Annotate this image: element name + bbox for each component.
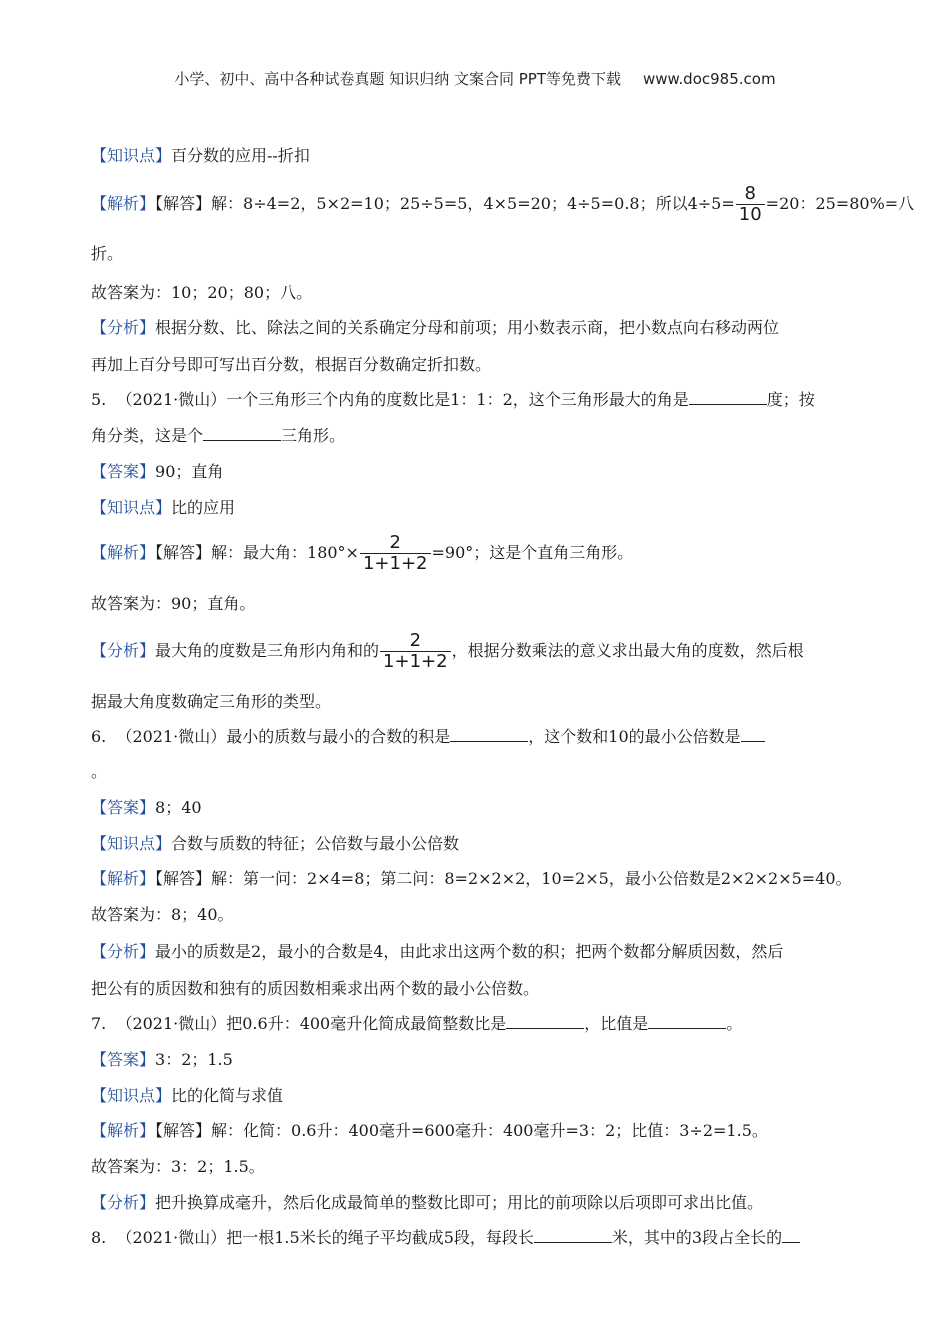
tag-reasoning: 【分析】 (91, 641, 156, 660)
analysis-text: 【解答】解：第一问：2×4=8；第二问：8=2×2×2，10=2×5，最小公倍数是2×2×2×5=40。 (155, 869, 852, 888)
q4-analysis (91, 182, 914, 226)
fraction-2-over-sum (380, 631, 451, 672)
tag-reasoning: 【分析】 (91, 1193, 156, 1212)
reasoning-text-cont: ，根据分数乘法的意义求出最大角的度数，然后根 (451, 641, 804, 660)
q4-reasoning (91, 318, 779, 338)
knowledge-text: 合数与质数的特征；公倍数与最小公倍数 (171, 834, 460, 853)
header-url[interactable]: www.doc985.com (642, 70, 776, 88)
answer-blank[interactable] (689, 390, 767, 405)
q5-reasoning (91, 629, 804, 673)
tag-analysis: 【解析】 (91, 543, 156, 562)
q5-answer (91, 462, 223, 482)
question-text-cont: 米，其中的3段占全长的 (611, 1228, 783, 1247)
analysis-text: 【解答】解：化简：0.6升：400毫升=600毫升：400毫升=3：2；比值：3÷2=1.5。 (155, 1121, 768, 1140)
q8-stem (91, 1228, 800, 1248)
question-number: 7. (91, 1014, 107, 1033)
question-source: （2021·微山） (116, 1014, 227, 1033)
tag-answer: 【答案】 (91, 462, 156, 481)
tag-reasoning: 【分析】 (91, 942, 156, 961)
fraction-numerator: 2 (389, 532, 401, 553)
fraction-denominator: 1+1+2 (360, 553, 431, 574)
fraction-numerator: 8 (744, 183, 756, 204)
question-number: 5. (91, 390, 107, 409)
tag-analysis: 【解析】 (91, 194, 156, 213)
q4-final-answer: 故答案为：10；20；80；八。 (91, 283, 313, 302)
fraction-denominator: 10 (736, 204, 765, 225)
tag-answer: 【答案】 (91, 798, 156, 817)
q6-stem (91, 727, 765, 747)
question-text-cont: 三角形。 (281, 426, 346, 445)
tag-reasoning: 【分析】 (91, 318, 156, 337)
tag-analysis: 【解析】 (91, 1121, 156, 1140)
q7-stem (91, 1014, 742, 1034)
question-text: 角分类，这是个 (91, 426, 204, 445)
tag-answer: 【答案】 (91, 1050, 156, 1069)
answer-blank[interactable] (782, 1228, 800, 1243)
tag-knowledge: 【知识点】 (91, 146, 172, 165)
fraction-numerator: 2 (409, 630, 422, 651)
analysis-text-cont: =20：25=80%=八 (765, 194, 915, 213)
q7-final-answer: 故答案为：3：2；1.5。 (91, 1157, 265, 1176)
answer-text: 3：2；1.5 (155, 1050, 233, 1069)
answer-blank[interactable] (534, 1228, 612, 1243)
q5-stem (91, 390, 815, 410)
question-text: 把一根1.5米长的绳子平均截成5段，每段长 (226, 1228, 534, 1247)
q7-analysis (91, 1121, 768, 1141)
answer-blank[interactable] (648, 1014, 726, 1029)
fraction-8-10 (736, 184, 765, 225)
q5-final-answer: 故答案为：90；直角。 (91, 594, 256, 613)
reasoning-text: 根据分数、比、除法之间的关系确定分母和前项；用小数表示商，把小数点向右移动两位 (155, 318, 780, 337)
question-text: 把0.6升：400毫升化简成最简整数比是 (226, 1014, 507, 1033)
q5-stem-line2 (91, 426, 345, 446)
answer-text: 8；40 (155, 798, 202, 817)
q6-answer (91, 798, 202, 818)
page-header (0, 68, 950, 89)
analysis-text: 【解答】解：最大角：180°× (155, 543, 359, 562)
question-text-cont: ，比值是 (584, 1014, 649, 1033)
q7-reasoning (91, 1193, 763, 1213)
q5-knowledge-point (91, 498, 235, 518)
q6-reasoning (91, 942, 783, 962)
reasoning-text: 把升换算成毫升，然后化成最简单的整数比即可；用比的前项除以后项即可求出比值。 (155, 1193, 764, 1212)
reasoning-text: 最大角的度数是三角形内角和的 (155, 641, 380, 660)
fraction-denominator: 1+1+2 (380, 651, 451, 672)
header-text: 小学、初中、高中各种试卷真题 知识归纳 文案合同 PPT等免费下载 (174, 70, 621, 88)
analysis-text-cont: =90°；这是个直角三角形。 (431, 543, 634, 562)
q4-analysis-line2: 折。 (91, 244, 124, 263)
q7-answer (91, 1050, 233, 1070)
question-source: （2021·微山） (116, 390, 227, 409)
question-source: （2021·微山） (116, 1228, 227, 1247)
reasoning-text: 最小的质数是2，最小的合数是4，由此求出这两个数的积；把两个数都分解质因数，然后 (155, 942, 784, 961)
question-text: 最小的质数与最小的合数的积是 (226, 727, 451, 746)
q6-reasoning-line2: 把公有的质因数和独有的质因数相乘求出两个数的最小公倍数。 (91, 979, 540, 998)
question-text-cont: ，这个数和10的最小公倍数是 (528, 727, 741, 746)
answer-blank[interactable] (741, 727, 765, 742)
q5-reasoning-line2: 据最大角度数确定三角形的类型。 (91, 692, 332, 711)
q6-knowledge-point (91, 834, 459, 854)
q5-analysis (91, 531, 633, 575)
knowledge-text: 比的应用 (171, 498, 236, 517)
question-text: 一个三角形三个内角的度数比是1：1：2，这个三角形最大的角是 (226, 390, 689, 409)
tag-analysis: 【解析】 (91, 869, 156, 888)
answer-blank[interactable] (450, 727, 528, 742)
answer-blank[interactable] (203, 426, 281, 441)
question-number: 6. (91, 727, 107, 746)
q7-knowledge-point (91, 1086, 283, 1106)
tag-knowledge: 【知识点】 (91, 834, 172, 853)
answer-text: 90；直角 (155, 462, 224, 481)
knowledge-text: 比的化简与求值 (171, 1086, 284, 1105)
question-text-end: 。 (726, 1014, 743, 1033)
analysis-text: 【解答】解：8÷4=2，5×2=10；25÷5=5，4×5=20；4÷5=0.8；所以4÷5= (155, 194, 735, 213)
tag-knowledge: 【知识点】 (91, 1086, 172, 1105)
question-number: 8. (91, 1228, 107, 1247)
question-text-cont: 度；按 (766, 390, 815, 409)
q4-reasoning-line2: 再加上百分号即可写出百分数，根据百分数确定折扣数。 (91, 355, 492, 374)
q4-knowledge-point (91, 146, 310, 166)
q6-analysis (91, 869, 852, 889)
answer-blank[interactable] (506, 1014, 584, 1029)
q6-final-answer: 故答案为：8；40。 (91, 905, 234, 924)
q6-stem-line2: 。 (91, 762, 108, 781)
question-source: （2021·微山） (116, 727, 227, 746)
knowledge-text: 百分数的应用--折扣 (171, 146, 310, 165)
tag-knowledge: 【知识点】 (91, 498, 172, 517)
fraction-2-over-sum (360, 533, 431, 574)
